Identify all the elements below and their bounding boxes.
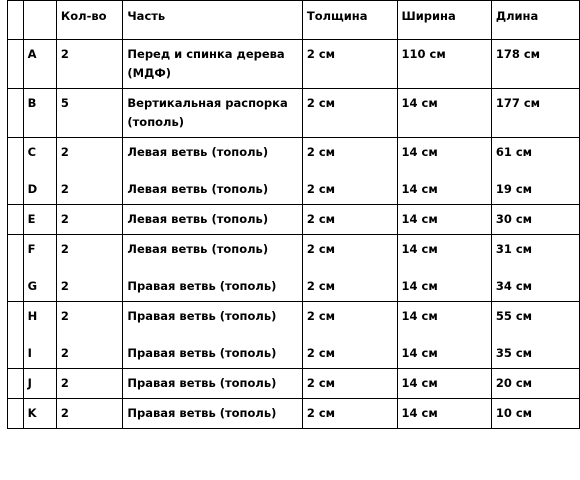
row-gap [127,259,297,277]
cell-length-value: 55 см [495,309,533,323]
header-thickness: Толщина [302,1,397,40]
cell-length [491,399,579,429]
cell-width-value: 14 см [401,406,438,420]
cell-part [123,235,302,302]
cell-width-value: 14 см [401,145,438,159]
cell-letter-value: H [27,309,38,323]
table-header [8,1,580,40]
cell-quantity [56,205,123,235]
cell-thickness [302,302,397,369]
cell-part [123,40,302,89]
cell-part-line: Вертикальная распорка [127,96,288,110]
cell-thickness [302,40,397,89]
cell-width [397,369,491,399]
cell-quantity-value: 2 [60,279,69,293]
table-row [8,235,580,302]
cell-length [491,235,579,302]
cell-letter-value: I [27,346,32,360]
cell-quantity [56,138,123,205]
cell-blank [8,302,24,369]
cell-quantity-value: 2 [60,376,69,390]
row-gap [307,259,393,277]
cell-quantity-value: 2 [60,212,69,226]
cell-length [491,302,579,369]
header-length: Длина [491,1,579,40]
cell-letter-value: G [27,279,38,293]
cell-letter [23,235,56,302]
row-gap [402,162,487,180]
row-gap [28,259,52,277]
cell-part-line: Левая ветвь (тополь) [127,242,269,256]
cell-letter [23,138,56,205]
cell-part-line: Правая ветвь (тополь) [127,279,277,293]
cell-length-value: 20 см [495,376,533,390]
cell-width-value: 14 см [401,96,438,110]
cell-thickness-value: 2 см [306,309,336,323]
cell-thickness-value: 2 см [306,406,336,420]
cell-part-line: Правая ветвь (тополь) [127,346,277,360]
parts-table [7,0,580,429]
cell-part-line: Левая ветвь (тополь) [127,145,269,159]
cell-length [491,40,579,89]
cell-part-line: Правая ветвь (тополь) [127,406,277,420]
row-gap [307,326,393,344]
cell-letter [23,399,56,429]
cell-thickness-value: 2 см [306,279,336,293]
cell-letter-value: B [27,96,37,110]
cell-width [397,40,491,89]
cell-quantity-value: 2 [60,346,69,360]
cell-length-value: 19 см [495,182,533,196]
cell-width-value: 14 см [401,212,438,226]
cell-quantity [56,369,123,399]
cell-thickness [302,235,397,302]
cell-quantity-value: 2 [60,406,69,420]
cell-letter [23,369,56,399]
cell-blank [8,235,24,302]
cell-thickness [302,205,397,235]
cell-blank [8,138,24,205]
cell-length [491,138,579,205]
cell-quantity [56,399,123,429]
cell-blank [8,89,24,138]
cell-length-value: 61 см [495,145,533,159]
cell-letter-value: A [27,47,37,61]
cell-width [397,399,491,429]
cell-part-line: Правая ветвь (тополь) [127,376,277,390]
cell-letter-value: E [27,212,36,226]
row-gap [496,162,575,180]
cell-quantity [56,302,123,369]
row-gap [61,326,119,344]
cell-width [397,302,491,369]
table-row [8,89,580,138]
cell-quantity [56,235,123,302]
cell-thickness-value: 2 см [306,182,336,196]
cell-part-line: Левая ветвь (тополь) [127,182,269,196]
header-width: Ширина [397,1,491,40]
cell-width-value: 14 см [401,182,438,196]
header-quantity: Кол-во [56,1,123,40]
cell-quantity [56,40,123,89]
cell-part-line: (тополь) [127,115,185,129]
cell-quantity [56,89,123,138]
row-gap [127,162,297,180]
cell-letter [23,89,56,138]
cell-width [397,89,491,138]
cell-width-value: 14 см [401,346,438,360]
cell-thickness-value: 2 см [306,242,336,256]
cell-length [491,205,579,235]
cell-quantity-value: 2 [60,182,69,196]
cell-thickness-value: 2 см [306,212,336,226]
cell-thickness-value: 2 см [306,96,336,110]
cell-part-line: (МДФ) [127,66,171,80]
cell-part-line: Правая ветвь (тополь) [127,309,277,323]
cell-width-value: 14 см [401,376,438,390]
header-part: Часть [123,1,302,40]
cell-quantity-value: 5 [60,96,69,110]
row-gap [402,326,487,344]
cell-length [491,89,579,138]
cell-thickness-value: 2 см [306,145,336,159]
cell-letter-value: C [27,145,37,159]
cell-width-value: 110 см [401,47,446,61]
cell-letter [23,40,56,89]
cell-letter [23,205,56,235]
cell-thickness [302,399,397,429]
cell-part [123,302,302,369]
cell-width [397,235,491,302]
table-row [8,205,580,235]
cell-length [491,369,579,399]
cell-part [123,205,302,235]
row-gap [28,326,52,344]
cell-width-value: 14 см [401,242,438,256]
cell-quantity-value: 2 [60,145,69,159]
cell-letter-value: K [27,406,37,420]
cell-width-value: 14 см [401,279,438,293]
row-gap [28,162,52,180]
cell-length-value: 178 см [495,47,541,61]
cell-thickness [302,89,397,138]
row-gap [402,259,487,277]
cell-blank [8,40,24,89]
cell-part [123,138,302,205]
cell-part-line: Перед и спинка дерева [127,47,285,61]
cell-part-line: Левая ветвь (тополь) [127,212,269,226]
table-row [8,399,580,429]
row-gap [496,326,575,344]
row-gap [127,326,297,344]
cell-length-value: 30 см [495,212,533,226]
cell-thickness [302,369,397,399]
cell-thickness [302,138,397,205]
cell-quantity-value: 2 [60,242,69,256]
cell-quantity-value: 2 [60,309,69,323]
row-gap [307,162,393,180]
cell-length-value: 10 см [495,406,533,420]
cell-length-value: 177 см [495,96,541,110]
table-row [8,40,580,89]
header-letter [23,1,56,40]
header-blank [8,1,24,40]
cell-width-value: 14 см [401,309,438,323]
row-gap [496,259,575,277]
cell-blank [8,205,24,235]
row-gap [61,162,119,180]
cell-blank [8,399,24,429]
cell-width [397,205,491,235]
row-gap [61,259,119,277]
cell-length-value: 31 см [495,242,533,256]
cell-part [123,369,302,399]
cell-part [123,89,302,138]
table-body [8,40,580,429]
table-row [8,302,580,369]
cell-length-value: 34 см [495,279,533,293]
cell-letter-value: J [27,376,32,390]
cell-thickness-value: 2 см [306,376,336,390]
cell-width [397,138,491,205]
cell-quantity-value: 2 [60,47,69,61]
cell-blank [8,369,24,399]
cell-letter-value: D [27,182,38,196]
header-row [8,1,580,40]
cell-thickness-value: 2 см [306,47,336,61]
table-row [8,369,580,399]
cell-letter-value: F [27,242,36,256]
cell-length-value: 35 см [495,346,533,360]
table-row [8,138,580,205]
cell-letter [23,302,56,369]
cell-part [123,399,302,429]
cell-thickness-value: 2 см [306,346,336,360]
